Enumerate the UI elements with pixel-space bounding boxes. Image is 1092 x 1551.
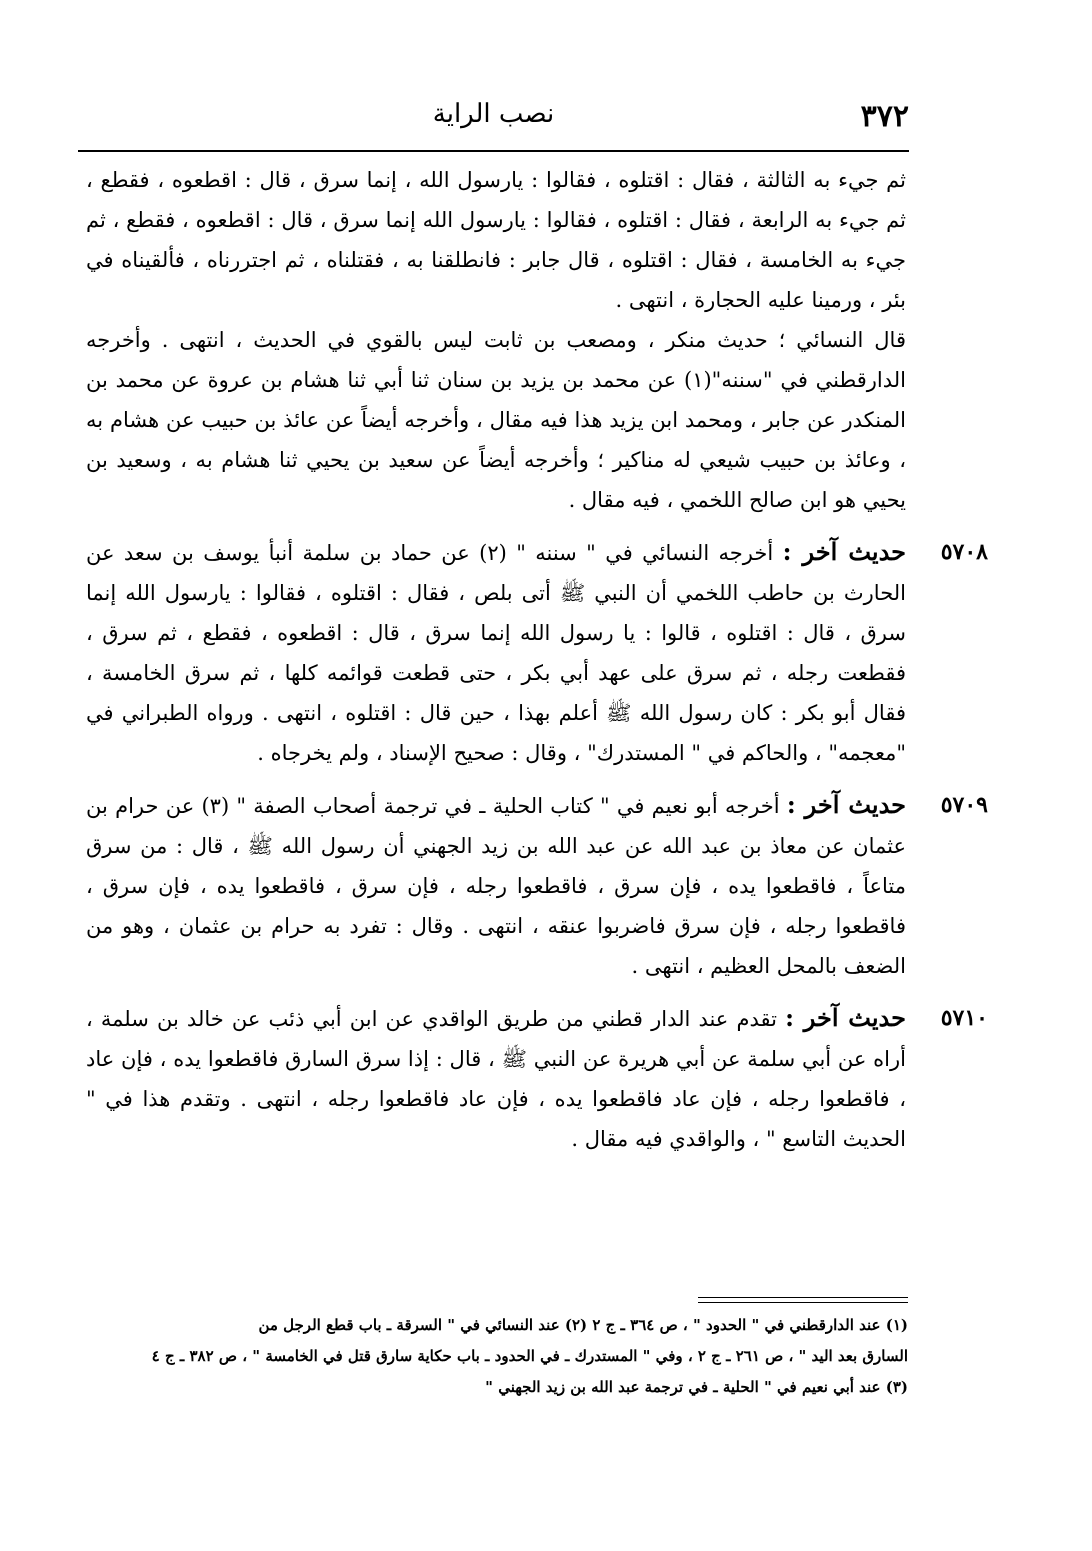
footnote-line: (١) عند الدارقطني في " الحدود " ، ص ٣٦٤ ـ ج ٢ (٢) عند النسائي في " السرقة ـ باب قطع الرجل من [258,1316,908,1334]
hadith-text: أخرجه النسائي في " سننه " (٢) عن حماد بن سلمة أنبأ يوسف بن سعد عن الحارث بن حاطب اللخمي أن النبي ﷺ أتى بلص ، فقال : اقتلوه ، فقالوا : يارسول الله إنما سرق ، قال : اقتلوه ، قالوا : يا رسول الله إنما سرق ، قال : اقطعوه ، فقطع ، ثم سرق ، فقطعت رجله ، ثم سرق على عهد أبي بكر ، حتى قطعت قوائمه كلها ، ثم سرق الخامسة ، فقال أبو بكر : كان رسول الله ﷺ أعلم بهذا ، حين قال : اقتلوه ، انتهى . ورواه الطبراني في "معجمه" ، والحاكم في " المستدرك" ، وقال : صحيح الإسناد ، ولم يخرجاه . [86,541,906,765]
footnote-line: (٣) عند أبي نعيم في " الحلية ـ في ترجمة عبد الله بن زيد الجهني " [485,1378,908,1396]
footnotes [78,1310,908,1403]
hadith-entry [86,998,988,1159]
header-rule [78,150,909,152]
page-header [78,95,909,141]
main-text [86,160,988,1171]
hadith-lead: حديث آخر : [782,537,907,566]
page-number: ٣٧٢ [860,99,909,134]
hadith-paragraph [86,785,906,986]
hadith-number: ٥٧٠٨ [940,539,988,565]
hadith-number: ٥٧٠٩ [940,792,988,818]
footnote-line: السارق بعد اليد " ، ص ٢٦١ ـ ج ٢ ، وفي " المستدرك ـ في الحدود ـ باب حكاية سارق قتل في الخامسة " ، ص ٣٨٢ ـ ج ٤ [151,1347,908,1365]
commentary-paragraph: قال النسائي ؛ حديث منكر ، ومصعب بن ثابت ليس بالقوي في الحديث ، انتهى . وأخرجه الدارقطني في "سننه"(١) عن محمد بن يزيد بن سنان ثنا أبي ثنا هشام بن عروة عن محمد بن المنكدر عن جابر ، ومحمد ابن يزيد هذا فيه مقال ، وأخرجه أيضاً عن عائذ بن حبيب عن هشام به ، وعائذ بن حبيب شيعي له مناكير ؛ وأخرجه أيضاً عن سعيد بن يحيي ثنا هشام به ، وسعيد بن يحيي هو ابن صالح اللخمي ، فيه مقال . [86,328,906,512]
hadith-number: ٥٧١٠ [940,1005,988,1031]
hadith-lead: حديث آخر : [785,1003,906,1032]
hadith-entry [86,532,988,773]
hadith-paragraph [86,532,906,773]
hadith-text: أخرجه أبو نعيم في " كتاب الحلية ـ في ترجمة أصحاب الصفة " (٣) عن حرام بن عثمان عن معاذ بن عبد الله عن عبد الله بن زيد الجهني أن رسول الله ﷺ ، قال : من سرق متاعاً ، فاقطعوا يده ، فإن سرق ، فاقطعوا رجله ، فإن سرق ، فاقطعوا يده ، فإن سرق ، فاقطعوا رجله ، فإن سرق فاضربوا عنقه ، انتهى . وقال : تفرد به حرام بن عثمان ، وهو من الضعف بالمحل العظيم ، انتهى . [86,794,906,978]
hadith-entry [86,785,988,986]
footnote-separator [698,1297,908,1303]
hadith-paragraph [86,998,906,1159]
running-title: نصب الراية [432,99,555,129]
hadith-text: تقدم عند الدار قطني من طريق الواقدي عن ابن أبي ذئب عن خالد بن سلمة ، أراه عن أبي سلمة عن أبي هريرة عن النبي ﷺ ، قال : إذا سرق السارق فاقطعوا يده ، فإن عاد ، فاقطعوا رجله ، فإن عاد فاقطعوا يده ، فإن عاد فاقطعوا رجله ، انتهى . وتقدم هذا في " الحديث التاسع " ، والواقدي فيه مقال . [86,1007,906,1151]
continued-paragraph: ثم جيء به الثالثة ، فقال : اقتلوه ، فقالوا : يارسول الله ، إنما سرق ، قال : اقطعوه ، فقطع ، ثم جيء به الرابعة ، فقال : اقتلوه ، فقالوا : يارسول الله إنما سرق ، قال : اقطعوه ، فقطع ، ثم جيء به الخامسة ، فقال : اقتلوه ، قال جابر : فانطلقنا به ، فقتلناه ، ثم اجتررناه ، فألقيناه في بئر ، ورمينا عليه الحجارة ، انتهى . [86,168,906,312]
hadith-lead: حديث آخر : [786,790,906,819]
